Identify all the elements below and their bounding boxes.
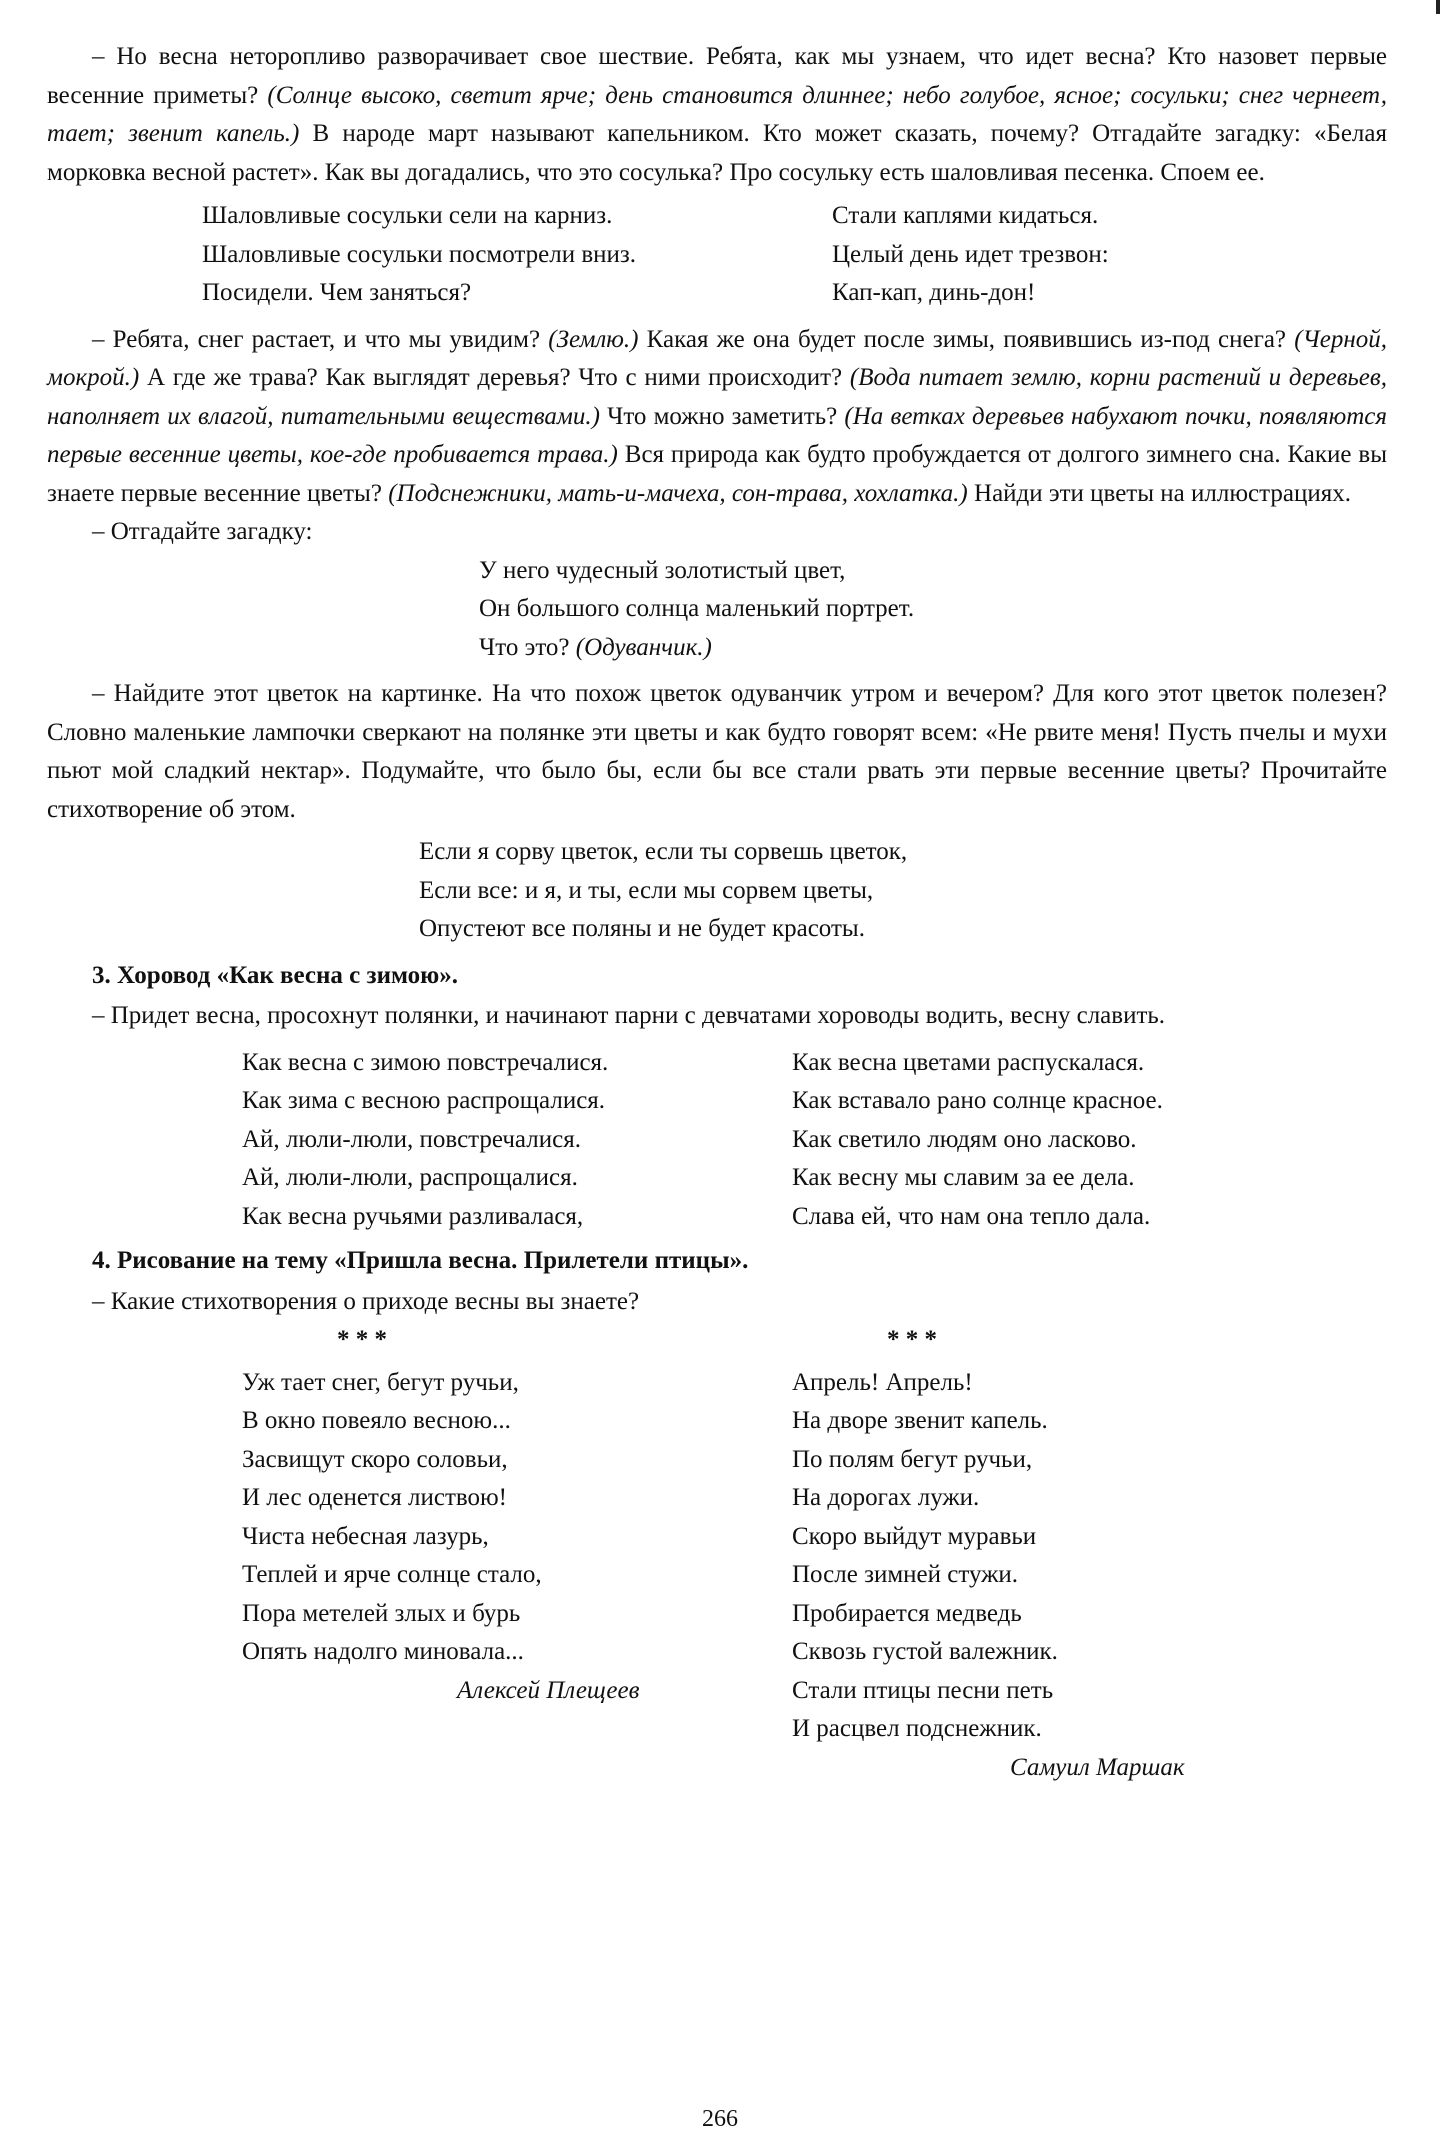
verse-line: Как зима с весною распрощалися. bbox=[242, 1087, 606, 1114]
poem-riddle bbox=[479, 552, 1387, 668]
paragraph-dandelion: – Найдите этот цветок на картинке. На что похож цветок одуванчик утром и вечером? Для кого этот цветок полезен? Словно маленькие лампочки сверкают на полянке эти цветы и как будто говорят всем: «Не рвите меня! Пусть пчелы и мухи пьют мой сладкий нектар». Подумайте, что было бы, если бы все стали рвать эти первые весенние цветы? Прочитайте стихотворение об этом. bbox=[47, 680, 1387, 823]
section-heading-3: 3. Хоровод «Как весна с зимою». bbox=[92, 961, 459, 989]
poem-column-left bbox=[202, 197, 832, 313]
poem-author: Алексей Плещеев bbox=[457, 1676, 640, 1704]
poem-author: Самуил Маршак bbox=[1010, 1753, 1185, 1781]
text-run: Что можно заметить? bbox=[599, 402, 845, 430]
verse-line: Ай, люли-люли, повстречалися. bbox=[242, 1125, 581, 1153]
verse-line: После зимней стужи. bbox=[792, 1561, 1019, 1588]
verse-line: Слава ей, что нам она тепло дала. bbox=[792, 1202, 1151, 1230]
answer-italic: (На ветках деревьев набухают почки, появляются первые весенние цветы, кое-где пробивается трава.) bbox=[47, 402, 1387, 468]
page-content bbox=[47, 38, 1387, 1787]
verse-line: Опять надолго миновала... bbox=[242, 1638, 524, 1665]
page-number: 266 bbox=[702, 2106, 738, 2132]
answer-italic: (Землю.) bbox=[548, 325, 639, 353]
verse-line: Чиста небесная лазурь, bbox=[242, 1522, 489, 1550]
verse-line: Сквозь густой валежник. bbox=[792, 1638, 1058, 1665]
answer-italic: (Подснежники, мать-и-мачеха, сон-трава, хохлатка.) bbox=[388, 479, 968, 507]
answer-italic: (Вода питает землю, корни растений и деревьев, наполняет их влагой, питательными веществами.) bbox=[47, 364, 1387, 430]
verse-line: По полям бегут ручьи, bbox=[792, 1445, 1033, 1473]
verse-line: Скоро выйдут муравьи bbox=[792, 1522, 1037, 1550]
verse-line: Шаловливые сосульки посмотрели вниз. bbox=[202, 240, 637, 268]
verse-line: Ай, люли-люли, распрощалися. bbox=[242, 1164, 578, 1191]
verse-line: Как весна цветами распускалася. bbox=[792, 1048, 1145, 1076]
verse-line: И лес оденется листвою! bbox=[242, 1484, 508, 1511]
poem-column-left bbox=[242, 1044, 792, 1237]
verse-line: Апрель! Апрель! bbox=[792, 1368, 973, 1396]
verse-line: Как вставало рано солнце красное. bbox=[792, 1087, 1163, 1114]
paragraph-round-dance: – Придет весна, просохнут полянки, и начинают парни с девчатами хороводы водить, весну славить. bbox=[92, 1002, 1166, 1029]
text-run: Какая же она будет после зимы, появившись из-под снега? bbox=[638, 325, 1295, 353]
verse-line: Если я сорву цветок, если ты сорвешь цветок, bbox=[419, 838, 908, 865]
poem-marshak bbox=[792, 1321, 1185, 1787]
paragraph-riddle-intro: – Отгадайте загадку: bbox=[92, 518, 313, 545]
verse-line: И расцвел подснежник. bbox=[792, 1715, 1042, 1742]
verse-line: Как весна ручьями разливалася, bbox=[242, 1202, 584, 1230]
verse-line: Пробирается медведь bbox=[792, 1599, 1022, 1627]
poem-flower bbox=[419, 833, 1387, 949]
scan-edge-mark bbox=[1436, 0, 1440, 14]
poem-spring-winter bbox=[242, 1044, 1387, 1237]
text-run: Вся природа как будто пробуждается от долгого зимнего сна. Какие вы знаете первые весенние цветы? bbox=[47, 441, 1388, 507]
poem-column-right bbox=[792, 1044, 1163, 1237]
answer-italic: (Одуванчик.) bbox=[575, 633, 712, 661]
section-heading-4: 4. Рисование на тему «Пришла весна. Прилетели птицы». bbox=[92, 1247, 749, 1274]
verse-line: На дворе звенит капель. bbox=[792, 1407, 1048, 1434]
text-run: В народе март называют капельником. Кто может сказать, почему? Отгадайте загадку: «Белая морковка весной растет». Как вы догадались, что это сосулька? Про сосульку есть шаловливая песенка. Споем ее. bbox=[47, 120, 1387, 186]
verse-line: Стали птицы песни петь bbox=[792, 1676, 1054, 1704]
verse-line: Пора метелей злых и бурь bbox=[242, 1599, 521, 1627]
text-run: Найди эти цветы на иллюстрациях. bbox=[967, 479, 1351, 507]
verse-line: Если все: и я, и ты, если мы сорвем цветы, bbox=[419, 876, 874, 904]
paragraph-poems-question: – Какие стихотворения о приходе весны вы знаете? bbox=[92, 1287, 640, 1315]
verse-line: Он большого солнца маленький портрет. bbox=[479, 595, 915, 622]
text-run: – Но весна неторопливо разворачивает свое шествие. Ребята, как мы узнаем, что идет весна? Кто назовет первые весенние приметы? bbox=[47, 43, 1387, 109]
poems-two-columns bbox=[242, 1321, 1387, 1787]
text-run: – Ребята, снег растает, и что мы увидим? bbox=[92, 325, 549, 353]
poem-icicles bbox=[202, 197, 1387, 313]
text-run: Что это? bbox=[479, 633, 576, 661]
verse-line: Как весна с зимою повстречалися. bbox=[242, 1048, 609, 1076]
verse-line: Целый день идет трезвон: bbox=[832, 240, 1109, 268]
paragraph-snow-melts bbox=[47, 321, 1387, 514]
verse-line: У него чудесный золотистый цвет, bbox=[479, 556, 846, 584]
text-run: А где же трава? Как выглядят деревья? Что с ними происходит? bbox=[139, 364, 850, 391]
answer-italic: (Черной, мокрой.) bbox=[47, 325, 1387, 391]
verse-line: Уж тает снег, бегут ручьи, bbox=[242, 1368, 519, 1396]
verse-line: Как весну мы славим за ее дела. bbox=[792, 1164, 1135, 1191]
verse-line: Посидели. Чем заняться? bbox=[202, 279, 472, 306]
verse-line bbox=[479, 629, 1387, 668]
verse-line: В окно повеяло весною... bbox=[242, 1407, 511, 1434]
verse-line: Шаловливые сосульки сели на карниз. bbox=[202, 202, 613, 229]
poem-stars: * * * bbox=[337, 1326, 387, 1353]
verse-line: Кап-кап, динь-дон! bbox=[832, 279, 1036, 306]
paragraph-spring-signs bbox=[47, 38, 1387, 192]
poem-pleshcheev bbox=[242, 1321, 792, 1787]
poem-stars: * * * bbox=[887, 1326, 937, 1353]
verse-line: Стали каплями кидаться. bbox=[832, 202, 1099, 229]
answer-italic: (Солнце высоко, светит ярче; день становится длиннее; небо голубое, ясное; сосульки; снег чернеет, тает; звенит капель.) bbox=[47, 81, 1387, 147]
verse-line: На дорогах лужи. bbox=[792, 1484, 980, 1511]
verse-line: Как светило людям оно ласково. bbox=[792, 1125, 1137, 1153]
poem-column-right bbox=[832, 197, 1109, 313]
verse-line: Опустеют все поляны и не будет красоты. bbox=[419, 915, 865, 942]
verse-line: Засвищут скоро соловьи, bbox=[242, 1445, 508, 1473]
verse-line: Теплей и ярче солнце стало, bbox=[242, 1561, 542, 1588]
